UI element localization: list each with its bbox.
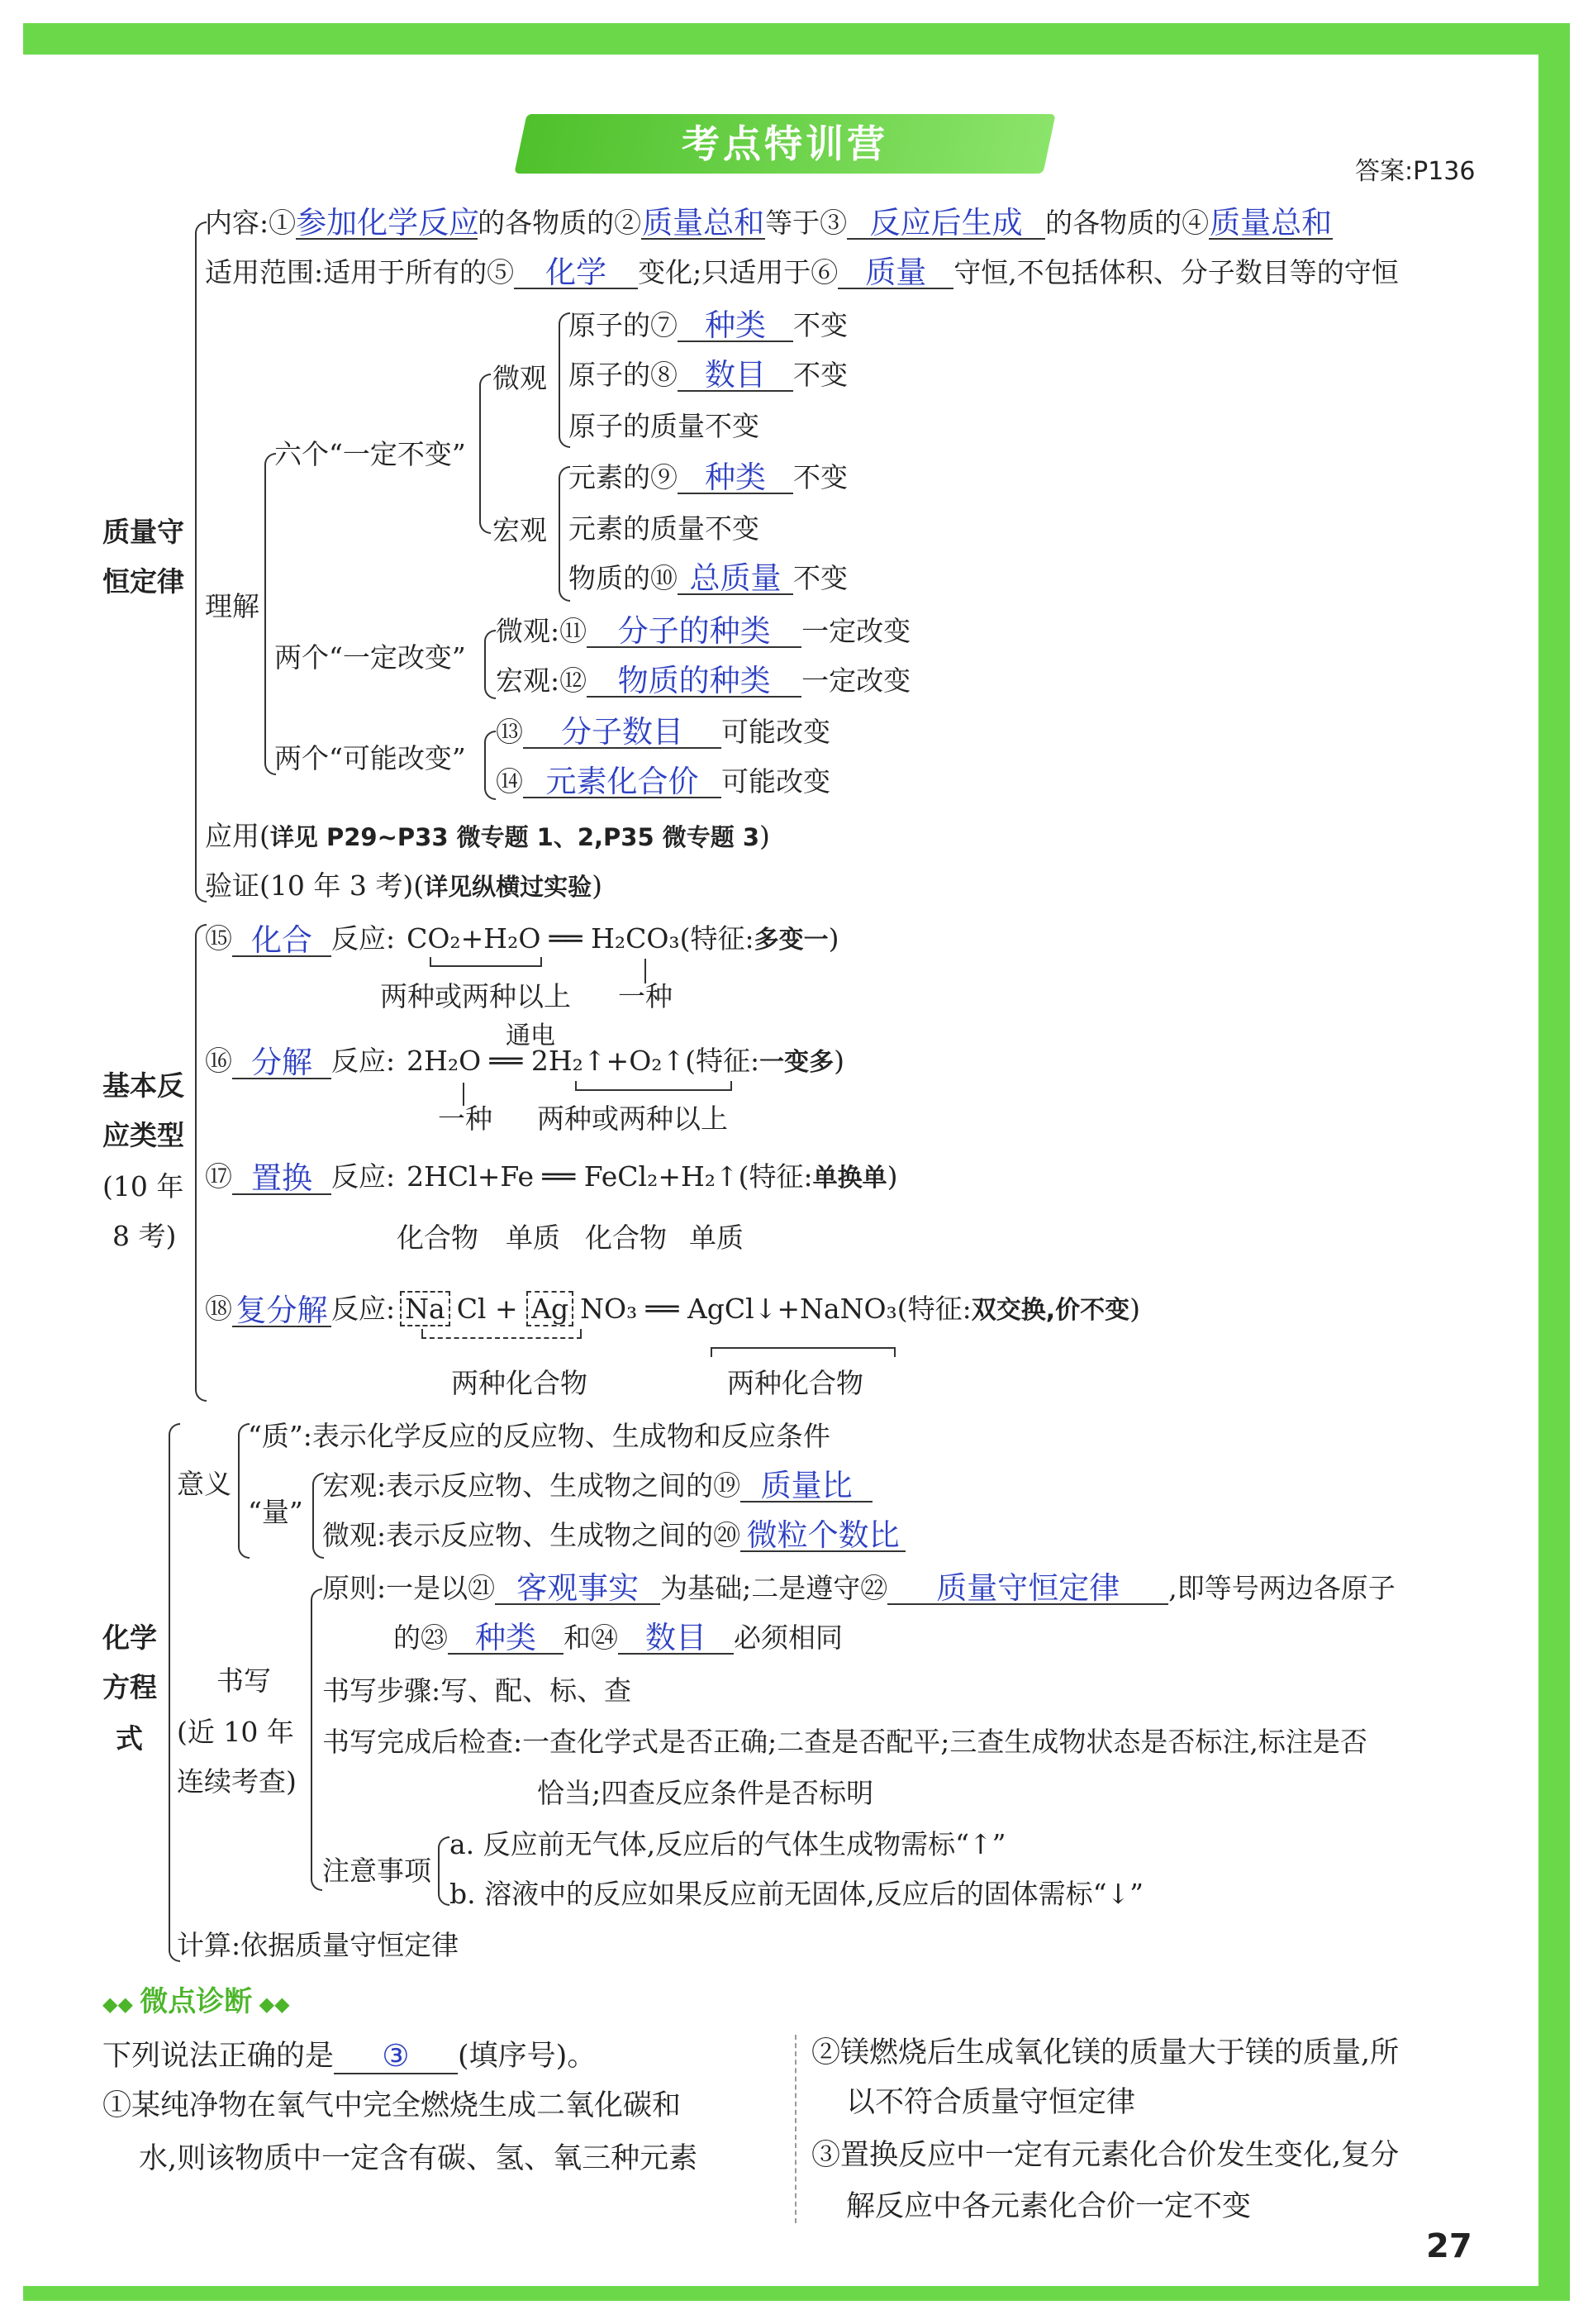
section2-title-3: (10 年 (102, 1170, 184, 1202)
atom-mass: 原子的质量不变 (568, 410, 759, 442)
reaction-18: ⑱ 复分解 反应: Na Cl + Ag NO₃ ══ AgCl↓+NaNO₃(特征:双交换,价不变) (205, 1293, 1141, 1328)
answer-23: 种类 (448, 1622, 563, 1655)
brace-may-change (484, 731, 496, 800)
answer-21: 客观事实 (495, 1572, 660, 1605)
answer-18: 复分解 (232, 1294, 331, 1327)
meaning-label: 意义 (177, 1468, 231, 1500)
answer-3: 反应后生成 (847, 207, 1045, 240)
write-label-2: (近 10 年 (177, 1716, 294, 1748)
section1-title-1: 质量守 (102, 516, 184, 548)
item-3-line-2: 解反应中各元素化合价一定不变 (846, 2190, 1252, 2223)
item-2-line-1: ②镁燃烧后生成氧化镁的质量大于镁的质量,所 (811, 2036, 1400, 2069)
answer-22: 质量守恒定律 (887, 1572, 1168, 1605)
atom-number: 原子的⑧ 数目 不变 (568, 357, 848, 393)
macro-change: 宏观:⑫ 物质的种类 一定改变 (496, 663, 911, 698)
verification-line: 验证(10 年 3 考)(详见纵横过实验) (205, 869, 602, 902)
element-mass: 元素的质量不变 (568, 512, 759, 545)
answer-6: 质量 (838, 256, 953, 289)
label-17-1: 化合物 (397, 1222, 478, 1254)
total-mass: 物质的⑩ 总质量 不变 (568, 560, 848, 596)
understand-label: 理解 (205, 590, 259, 622)
answer-ref: 答案:P136 (1355, 157, 1476, 186)
answer-14: 元素化合价 (523, 765, 721, 798)
label-16a: 一种 (438, 1102, 492, 1135)
micro-change: 微观:⑪ 分子的种类 一定改变 (496, 613, 911, 649)
macro-meaning: 宏观:表示反应物、生成物之间的⑲ 质量比 (322, 1469, 873, 1503)
answer-16: 分解 (232, 1046, 331, 1079)
answer-20: 微粒个数比 (740, 1519, 906, 1552)
item-3-line-1: ③置换反应中一定有元素化合价发生变化,复分 (811, 2139, 1400, 2172)
micro-meaning: 微观:表示反应物、生成物之间的⑳ 微粒个数比 (322, 1519, 906, 1552)
answer-1: 参加化学反应 (296, 205, 480, 240)
label-15b: 一种 (618, 980, 673, 1012)
scope-line: 适用范围:适用于所有的⑤ 化学 变化;只适用于⑥ 质量 守恒,不包括体积、分子数目等的守恒 (205, 255, 1399, 290)
brace-must-change (484, 630, 496, 699)
brace-s1-main (195, 221, 207, 902)
answer-24: 数目 (618, 1622, 734, 1655)
item-1-line-1: ①某纯净物在氧气中完全燃烧生成二氧化碳和 (102, 2089, 682, 2122)
section2-title-4: 8 考) (112, 1220, 177, 1252)
quality-meaning: “质”:表示化学反应的反应物、生成物和反应条件 (248, 1420, 830, 1452)
section2-title-2: 应类型 (102, 1119, 184, 1151)
answer-12: 物质的种类 (587, 664, 801, 698)
atom-kind: 原子的⑦ 种类 不变 (568, 307, 848, 343)
brace-write (311, 1588, 322, 1891)
brace-s3-main (169, 1423, 180, 1962)
section3-title-1: 化学 (102, 1622, 157, 1654)
answer-17: 置换 (232, 1162, 331, 1195)
question-line: 下列说法正确的是 ③ (填序号)。 (102, 2038, 597, 2074)
answer-19: 质量比 (740, 1469, 873, 1503)
six-unchanged-label: 六个“一定不变” (274, 438, 466, 470)
macro-label: 宏观 (492, 514, 547, 546)
frame-bottom (23, 2286, 1570, 2301)
label-18b: 两种化合物 (727, 1367, 863, 1399)
column-divider (795, 2035, 796, 2223)
principle-line-1: 原则:一是以㉑ 客观事实 为基础;二是遵守㉒ 质量守恒定律 ,即等号两边各原子 (322, 1570, 1396, 1606)
section1-title-2: 恒定律 (102, 565, 184, 598)
reaction-17: ⑰ 置换 反应: 2HCl+Fe ══ FeCl₂+H₂↑(特征:单换单) (205, 1160, 898, 1196)
answer-11: 分子的种类 (587, 615, 801, 648)
frame-top (23, 23, 1570, 55)
label-18a: 两种化合物 (451, 1367, 587, 1399)
answer-13: 分子数目 (523, 716, 721, 749)
answer-10: 总质量 (678, 562, 793, 595)
brace-note (438, 1836, 449, 1906)
section3-title-3: 式 (116, 1722, 143, 1755)
check-line-1: 书写完成后检查:一查化学式是否正确;二查是否配平;三查生成物状态是否标注,标注是否 (322, 1726, 1367, 1758)
write-label: 书写 (216, 1664, 271, 1697)
condition-16: 通电 (506, 1022, 555, 1050)
check-line-2: 恰当;四查反应条件是否标明 (537, 1777, 874, 1809)
principle-line-2: 的㉓ 种类 和㉔ 数目 必须相同 (393, 1620, 843, 1655)
answer-7: 种类 (678, 309, 793, 342)
calc-line: 计算:依据质量守恒定律 (177, 1929, 459, 1961)
answer-9: 种类 (678, 461, 793, 494)
page-number: 27 (1426, 2227, 1472, 2265)
bracket-15a (430, 957, 542, 967)
reaction-16: ⑯ 分解 反应: 2H₂O ══ 2H₂↑+O₂↑(特征:一变多) (205, 1045, 845, 1080)
diamond-icon: ◆◆ (102, 1993, 140, 2016)
micro-label: 微观 (492, 362, 547, 394)
application-line: 应用(详见 P29~P33 微专题 1、2,P35 微专题 3) (205, 820, 770, 852)
note-label: 注意事项 (322, 1855, 431, 1887)
answer-4: 质量总和 (1210, 205, 1333, 240)
content-line: 内容:①参加化学反应的各物质的②质量总和等于③ 反应后生成 的各物质的④质量总和 (205, 205, 1333, 240)
label-17-4: 单质 (689, 1222, 744, 1254)
label-17-2: 单质 (506, 1222, 560, 1254)
bracket-16b (575, 1081, 732, 1091)
element-kind: 元素的⑨ 种类 不变 (568, 460, 848, 495)
bracket-18a (421, 1329, 582, 1339)
answer-diag: ③ (334, 2038, 458, 2074)
section2-title-1: 基本反 (102, 1069, 184, 1102)
answer-2: 质量总和 (642, 205, 765, 240)
brace-six (479, 374, 491, 534)
note-b: b. 溶液中的反应如果反应前无固体,反应后的固体需标“↓” (449, 1878, 1144, 1910)
label-16b: 两种或两种以上 (537, 1102, 728, 1135)
answer-15: 化合 (232, 924, 331, 957)
answer-8: 数目 (678, 359, 793, 392)
diagnosis-title: ◆◆ 微点诊断 ◆◆ (102, 1985, 290, 2018)
bracket-18b (711, 1347, 896, 1357)
banner-text: 考点特训营 (682, 121, 888, 166)
two-must-change-label: 两个“一定改变” (274, 641, 466, 674)
two-may-change-label: 两个“可能改变” (274, 742, 466, 774)
section3-title-2: 方程 (102, 1671, 157, 1703)
note-a: a. 反应前无气体,反应后的气体生成物需标“↑” (449, 1828, 1006, 1860)
steps-line: 书写步骤:写、配、标、查 (322, 1674, 632, 1707)
brace-understand (264, 453, 276, 775)
frame-right (1538, 23, 1570, 2301)
write-label-3: 连续考查) (177, 1765, 297, 1798)
may-change-14: ⑭ 元素化合价 可能改变 (496, 764, 830, 799)
item-2-line-2: 以不符合质量守恒定律 (846, 2086, 1136, 2119)
may-change-13: ⑬ 分子数目 可能改变 (496, 714, 830, 750)
label-17-3: 化合物 (585, 1222, 667, 1254)
quantity-label: “量” (248, 1496, 303, 1528)
answer-5: 化学 (514, 256, 638, 289)
label-15a: 两种或两种以上 (380, 980, 571, 1012)
item-1-line-2: 水,则该物质中一定含有碳、氢、氧三种元素 (139, 2142, 698, 2175)
diamond-icon: ◆◆ (252, 1993, 290, 2016)
reaction-15: ⑮ 化合 反应: CO₂+H₂O ══ H₂CO₃(特征:多变一) (205, 922, 839, 958)
